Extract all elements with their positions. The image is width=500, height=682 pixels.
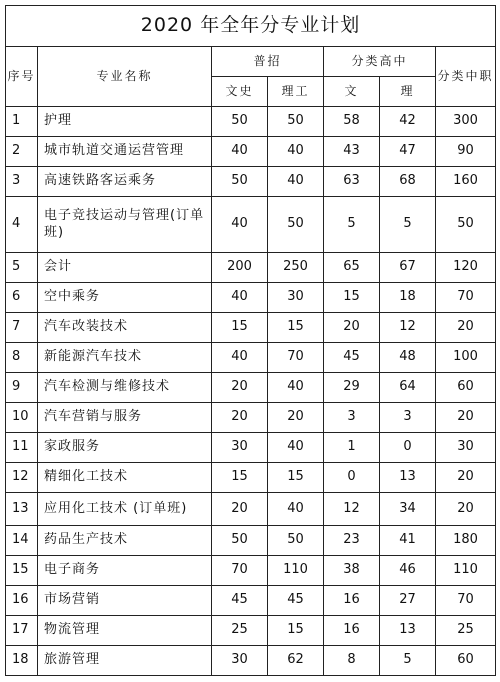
gaozhong-wen-value: 43: [324, 137, 380, 167]
header-wen: 文: [324, 77, 380, 107]
gaozhong-wen-value: 8: [324, 646, 380, 676]
zhongzhi-value: 20: [436, 463, 496, 493]
gaozhong-wen-value: 16: [324, 586, 380, 616]
puzhao-ligong-value: 20: [268, 403, 324, 433]
puzhao-ligong-value: 40: [268, 433, 324, 463]
zhongzhi-value: 25: [436, 616, 496, 646]
gaozhong-wen-value: 63: [324, 167, 380, 197]
puzhao-wenshi-value: 30: [212, 433, 268, 463]
table-row: [6, 526, 496, 556]
puzhao-wenshi-value: 40: [212, 283, 268, 313]
gaozhong-li-value: 27: [380, 586, 436, 616]
gaozhong-wen-value: 29: [324, 373, 380, 403]
table-row: [6, 373, 496, 403]
puzhao-ligong-value: 50: [268, 107, 324, 137]
puzhao-ligong-value: 50: [268, 526, 324, 556]
header-wenshi: 文史: [212, 77, 268, 107]
puzhao-wenshi-value: 50: [212, 107, 268, 137]
gaozhong-li-value: 5: [380, 646, 436, 676]
major-name: 市场营销: [38, 586, 212, 616]
table-row: [6, 463, 496, 493]
gaozhong-li-value: 48: [380, 343, 436, 373]
zhongzhi-value: 300: [436, 107, 496, 137]
zhongzhi-value: 30: [436, 433, 496, 463]
major-name: 药品生产技术: [38, 526, 212, 556]
header-puzhao: 普招: [212, 47, 324, 77]
puzhao-wenshi-value: 40: [212, 197, 268, 253]
table-row: [6, 197, 496, 253]
row-number: 9: [6, 373, 38, 403]
table-row: [6, 137, 496, 167]
row-number: 16: [6, 586, 38, 616]
puzhao-ligong-value: 45: [268, 586, 324, 616]
table-row: [6, 107, 496, 137]
gaozhong-wen-value: 0: [324, 463, 380, 493]
zhongzhi-value: 70: [436, 586, 496, 616]
puzhao-ligong-value: 15: [268, 313, 324, 343]
row-number: 1: [6, 107, 38, 137]
gaozhong-wen-value: 3: [324, 403, 380, 433]
puzhao-ligong-value: 30: [268, 283, 324, 313]
gaozhong-wen-value: 12: [324, 493, 380, 526]
plan-table-body: [6, 107, 496, 676]
header-ligong: 理工: [268, 77, 324, 107]
major-name: 汽车检测与维修技术: [38, 373, 212, 403]
zhongzhi-value: 100: [436, 343, 496, 373]
major-name: 新能源汽车技术: [38, 343, 212, 373]
puzhao-wenshi-value: 15: [212, 463, 268, 493]
gaozhong-wen-value: 15: [324, 283, 380, 313]
table-row: [6, 313, 496, 343]
zhongzhi-value: 60: [436, 373, 496, 403]
zhongzhi-value: 20: [436, 313, 496, 343]
gaozhong-li-value: 18: [380, 283, 436, 313]
puzhao-wenshi-value: 20: [212, 373, 268, 403]
puzhao-ligong-value: 15: [268, 463, 324, 493]
gaozhong-li-value: 13: [380, 463, 436, 493]
puzhao-wenshi-value: 30: [212, 646, 268, 676]
gaozhong-wen-value: 65: [324, 253, 380, 283]
puzhao-wenshi-value: 25: [212, 616, 268, 646]
major-name: 电子商务: [38, 556, 212, 586]
table-row: [6, 616, 496, 646]
major-name: 精细化工技术: [38, 463, 212, 493]
puzhao-wenshi-value: 40: [212, 137, 268, 167]
major-name: 家政服务: [38, 433, 212, 463]
row-number: 2: [6, 137, 38, 167]
gaozhong-wen-value: 1: [324, 433, 380, 463]
row-number: 6: [6, 283, 38, 313]
major-name: 会计: [38, 253, 212, 283]
table-row: [6, 493, 496, 526]
header-fenlei-zhongzhi: 分类中职: [436, 47, 496, 107]
major-name: 物流管理: [38, 616, 212, 646]
gaozhong-li-value: 41: [380, 526, 436, 556]
puzhao-wenshi-value: 45: [212, 586, 268, 616]
puzhao-wenshi-value: 15: [212, 313, 268, 343]
gaozhong-li-value: 64: [380, 373, 436, 403]
gaozhong-li-value: 0: [380, 433, 436, 463]
zhongzhi-value: 70: [436, 283, 496, 313]
puzhao-ligong-value: 250: [268, 253, 324, 283]
table-row: [6, 167, 496, 197]
table-row: [6, 646, 496, 676]
puzhao-wenshi-value: 20: [212, 493, 268, 526]
puzhao-ligong-value: 40: [268, 493, 324, 526]
major-name: 高速铁路客运乘务: [38, 167, 212, 197]
zhongzhi-value: 160: [436, 167, 496, 197]
row-number: 15: [6, 556, 38, 586]
major-name: 电子竞技运动与管理(订单班): [38, 197, 212, 253]
row-number: 14: [6, 526, 38, 556]
puzhao-wenshi-value: 70: [212, 556, 268, 586]
puzhao-ligong-value: 70: [268, 343, 324, 373]
table-row: [6, 586, 496, 616]
puzhao-wenshi-value: 50: [212, 526, 268, 556]
gaozhong-li-value: 34: [380, 493, 436, 526]
gaozhong-wen-value: 16: [324, 616, 380, 646]
gaozhong-li-value: 5: [380, 197, 436, 253]
row-number: 13: [6, 493, 38, 526]
header-li: 理: [380, 77, 436, 107]
zhongzhi-value: 50: [436, 197, 496, 253]
table-row: [6, 283, 496, 313]
table-row: [6, 343, 496, 373]
puzhao-ligong-value: 62: [268, 646, 324, 676]
zhongzhi-value: 110: [436, 556, 496, 586]
puzhao-wenshi-value: 40: [212, 343, 268, 373]
table-row: [6, 433, 496, 463]
row-number: 3: [6, 167, 38, 197]
zhongzhi-value: 60: [436, 646, 496, 676]
gaozhong-li-value: 67: [380, 253, 436, 283]
row-number: 5: [6, 253, 38, 283]
puzhao-ligong-value: 15: [268, 616, 324, 646]
header-fenlei-gaozhong: 分类高中: [324, 47, 436, 77]
major-name: 应用化工技术 (订单班): [38, 493, 212, 526]
gaozhong-li-value: 68: [380, 167, 436, 197]
puzhao-wenshi-value: 50: [212, 167, 268, 197]
major-name: 旅游管理: [38, 646, 212, 676]
zhongzhi-value: 180: [436, 526, 496, 556]
row-number: 4: [6, 197, 38, 253]
row-number: 17: [6, 616, 38, 646]
puzhao-ligong-value: 110: [268, 556, 324, 586]
gaozhong-li-value: 13: [380, 616, 436, 646]
puzhao-wenshi-value: 20: [212, 403, 268, 433]
zhongzhi-value: 20: [436, 493, 496, 526]
plan-table: [5, 5, 496, 676]
table-row: [6, 253, 496, 283]
gaozhong-li-value: 3: [380, 403, 436, 433]
row-number: 18: [6, 646, 38, 676]
gaozhong-li-value: 12: [380, 313, 436, 343]
puzhao-ligong-value: 40: [268, 373, 324, 403]
page-title: 2020 年全年分专业计划: [6, 6, 496, 47]
gaozhong-li-value: 42: [380, 107, 436, 137]
header-seq: 序号: [6, 47, 38, 107]
major-name: 护理: [38, 107, 212, 137]
zhongzhi-value: 90: [436, 137, 496, 167]
table-row: [6, 556, 496, 586]
table-row: [6, 403, 496, 433]
row-number: 10: [6, 403, 38, 433]
gaozhong-li-value: 46: [380, 556, 436, 586]
gaozhong-wen-value: 5: [324, 197, 380, 253]
row-number: 12: [6, 463, 38, 493]
row-number: 7: [6, 313, 38, 343]
major-name: 汽车营销与服务: [38, 403, 212, 433]
row-number: 11: [6, 433, 38, 463]
puzhao-ligong-value: 40: [268, 137, 324, 167]
gaozhong-wen-value: 45: [324, 343, 380, 373]
gaozhong-wen-value: 58: [324, 107, 380, 137]
gaozhong-wen-value: 20: [324, 313, 380, 343]
major-name: 城市轨道交通运营管理: [38, 137, 212, 167]
puzhao-ligong-value: 50: [268, 197, 324, 253]
major-name: 汽车改装技术: [38, 313, 212, 343]
gaozhong-wen-value: 23: [324, 526, 380, 556]
plan-document: [5, 5, 495, 676]
gaozhong-wen-value: 38: [324, 556, 380, 586]
puzhao-wenshi-value: 200: [212, 253, 268, 283]
zhongzhi-value: 120: [436, 253, 496, 283]
puzhao-ligong-value: 40: [268, 167, 324, 197]
header-major: 专业名称: [38, 47, 212, 107]
zhongzhi-value: 20: [436, 403, 496, 433]
row-number: 8: [6, 343, 38, 373]
gaozhong-li-value: 47: [380, 137, 436, 167]
major-name: 空中乘务: [38, 283, 212, 313]
